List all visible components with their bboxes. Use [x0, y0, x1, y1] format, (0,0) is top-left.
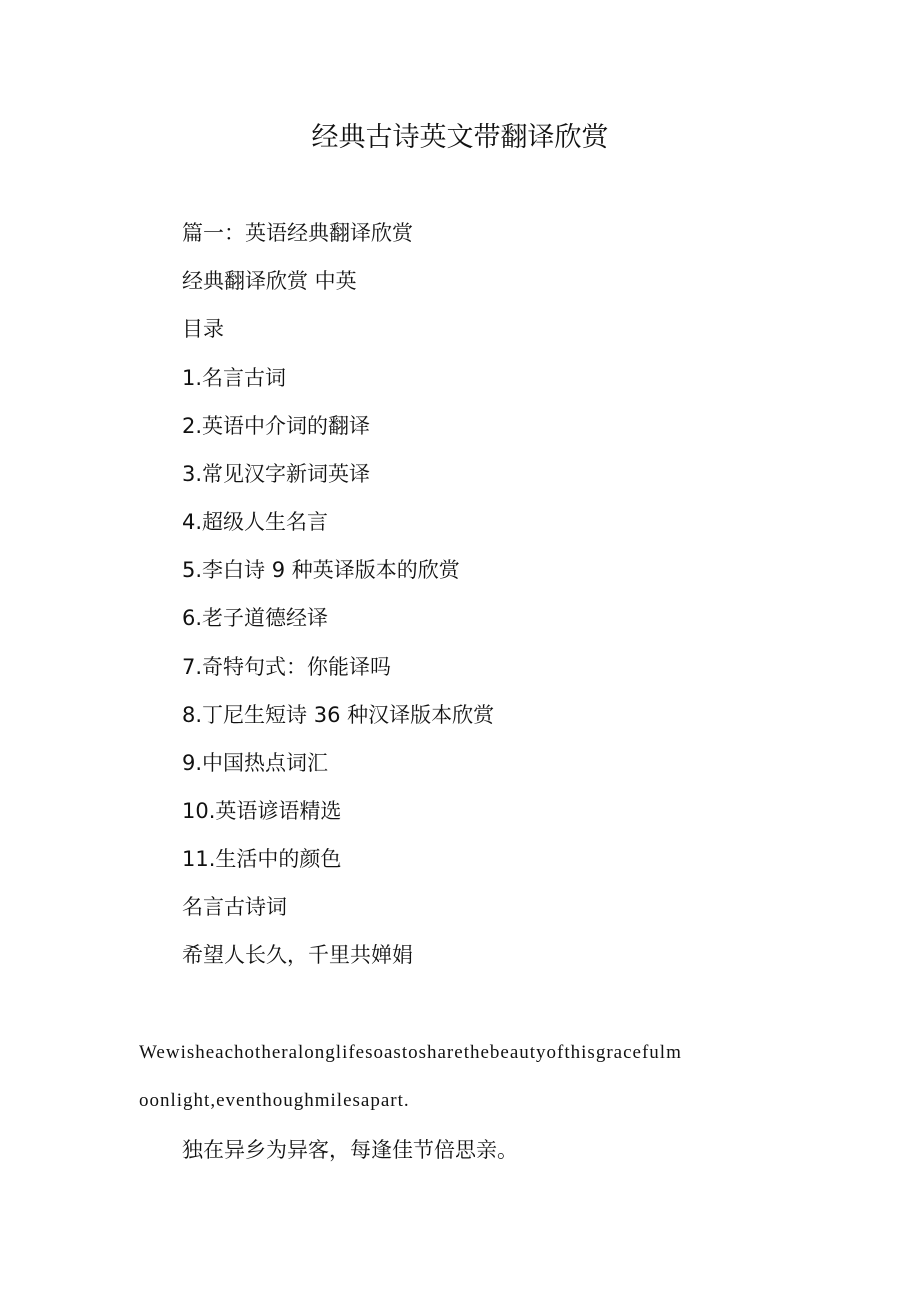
- toc-heading: 目录: [182, 317, 224, 341]
- toc-item: 3.常见汉字新词英译: [182, 462, 371, 486]
- section-title: 名言古诗词: [182, 895, 287, 919]
- toc-item: 2.英语中介词的翻译: [182, 414, 371, 438]
- quote-english-line: Wewisheachotheralonglifesoastosharethebeautyofthisgracefulm: [139, 1042, 682, 1063]
- toc-item: 11.生活中的颜色: [182, 847, 342, 871]
- toc-item: 1.名言古词: [182, 366, 287, 390]
- quote-chinese: 希望人长久，千里共婵娟: [182, 943, 413, 967]
- subheading: 经典翻译欣赏 中英: [182, 269, 357, 293]
- toc-item: 10.英语谚语精选: [182, 799, 342, 823]
- toc-item: 5.李白诗 9 种英译版本的欣赏: [182, 558, 460, 582]
- toc-item: 4.超级人生名言: [182, 510, 329, 534]
- quote-english-line: oonlight,eventhoughmilesapart.: [139, 1090, 410, 1111]
- toc-item: 8.丁尼生短诗 36 种汉译版本欣赏: [182, 703, 495, 727]
- section-heading: 篇一：英语经典翻译欣赏: [182, 221, 413, 245]
- toc-item: 6.老子道德经译: [182, 606, 329, 630]
- document-title: 经典古诗英文带翻译欣赏: [311, 122, 609, 153]
- toc-item: 9.中国热点词汇: [182, 751, 329, 775]
- quote-chinese: 独在异乡为异客，每逢佳节倍思亲。: [182, 1138, 518, 1162]
- toc-item: 7.奇特句式：你能译吗: [182, 655, 392, 679]
